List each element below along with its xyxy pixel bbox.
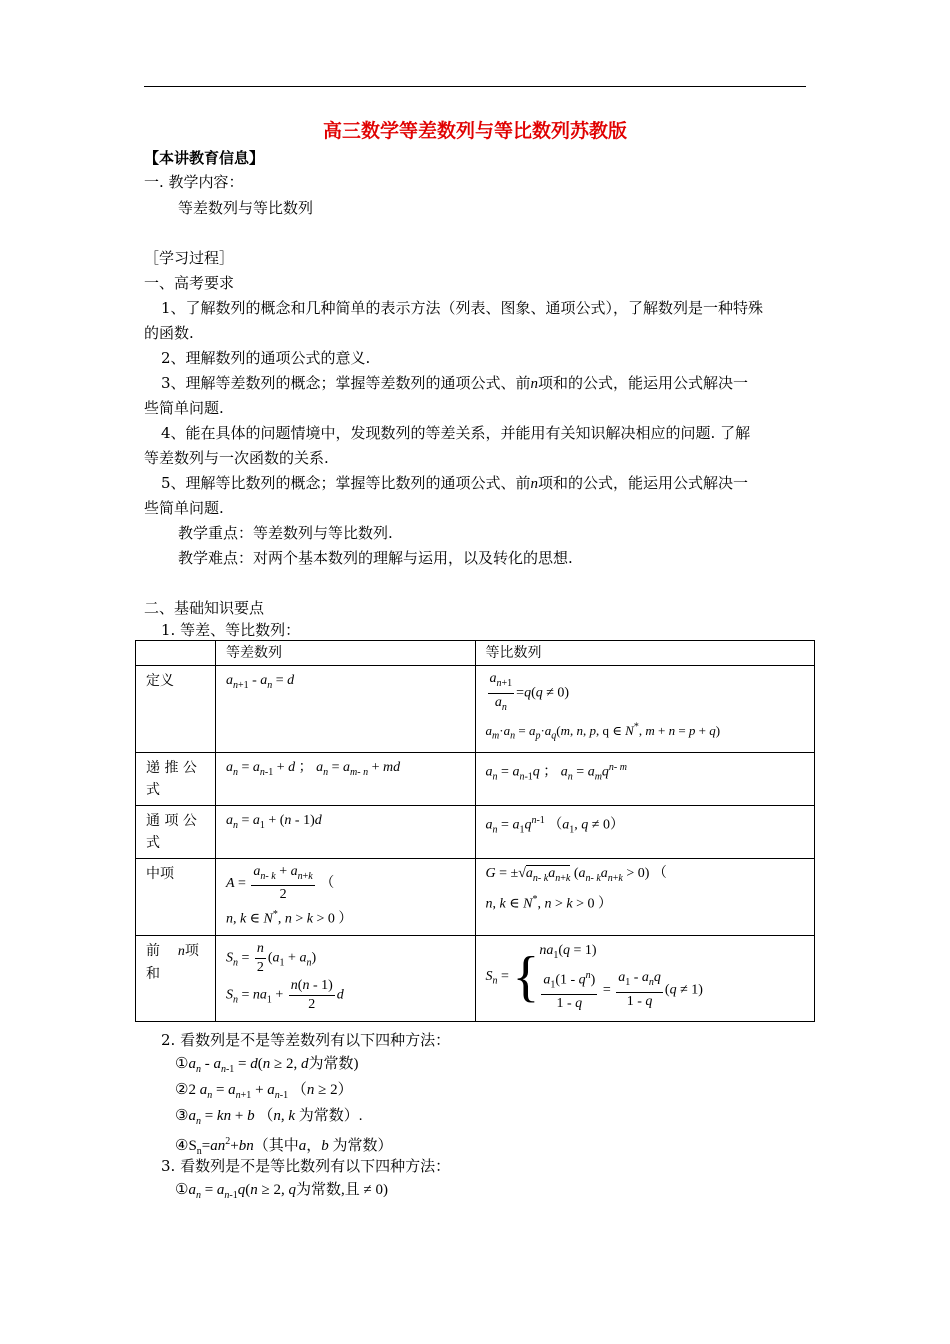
table-row-definition [136,666,815,753]
row-label-general-term: 通 项 公式 [136,805,216,858]
method-3-item-1: $①a_n = a_{n-1}q(n \ge 2$, q为常数,且 ≠ 0) [175,1182,388,1201]
teaching-difficulty: 教学难点：对两个基本数列的理解与运用，以及转化的思想. [178,549,573,567]
arith-general-formula: $a_n = a_1 + (n - 1)d$ [215,805,475,858]
table-row-general-term [136,805,815,858]
method-2-item-2: ②2 $a_n = a_{n+1} + a_{n-1}$ （n ≥ 2） [175,1082,353,1101]
requirement-5: 5、理解等比数列的概念；掌握等比数列的通项公式、前n项和的公式，能运用公式解决一 [161,474,749,492]
document-title: 高三数学等差数列与等比数列苏教版 [322,120,627,142]
col-header-geometric: 等比数列 [475,641,814,666]
teaching-focus: 教学重点：等差数列与等比数列. [178,524,393,542]
table-row-middle-term [136,858,815,935]
method-2-heading: 2. 看数列是不是等差数列有以下四种方法： [161,1031,451,1049]
arith-recursive-formula: $a_n = a_{n-1} + d$ ； $a_n = a_{m- n}$ + md [215,752,475,805]
geo-general-formula: $a_n = a_1q^{n-1}$ （$a_1$, q ≠ 0） [475,805,814,858]
requirement-4-cont: 等差数列与一次函数的关系. [144,449,329,467]
learning-process-heading: ［学习过程］ [144,249,235,267]
row-label-sum: 前 n项和 [136,935,216,1021]
sequence-comparison-table [135,640,815,1022]
arith-sum-formula: $S_n$ = $\frac{n}{2}$ $(a_1 + a_n)$ $S_n = na_1$ + $\frac{n(n - 1)}{2}$ d [215,935,475,1021]
arith-middle-formula: A = $\frac{a_{n- k} + a_{n+k}}{2}$ （ n, k ∈ N*, n > k > 0 ） [215,858,475,935]
requirement-3-cont: 些简单问题. [144,399,224,417]
col-header-arithmetic: 等差数列 [215,641,475,666]
table-header-row [136,641,815,666]
requirements-heading: 一、高考要求 [144,274,235,292]
geo-definition-formula: $\frac{a_{n+1}}{a_n}$ =q(q ≠ 0) $a_m\cdot a_n = a_p\cdot a_q(m$, n, p, q ∈ N*, m + n = p + q) [475,666,814,753]
basics-heading: 二、基础知识要点 [144,599,265,617]
method-3-heading: 3. 看数列是不是等比数列有以下四种方法： [161,1157,451,1175]
info-header: 【本讲教育信息】 [144,149,265,167]
section-content-heading: 一. 教学内容： [144,173,244,191]
table-row-sum [136,935,815,1021]
header-rule [144,86,806,87]
basics-item-1: 1. 等差、等比数列： [161,621,301,639]
requirement-1: 1、了解数列的概念和几种简单的表示方法（列表、图象、通项公式），了解数列是一种特殊 [161,299,764,317]
row-label-recursive: 递 推 公式 [136,752,216,805]
table-row-recursive [136,752,815,805]
requirement-1-cont: 的函数. [144,324,194,342]
row-label-middle-term: 中项 [136,858,216,935]
row-label-definition: 定义 [136,666,216,753]
method-2-item-3: $③a_n$ = kn + b （n, k 为常数）. [175,1108,363,1127]
geo-middle-formula: $G = \pm√a_{n- k}a_{n+k}$ $(a_{n- k}a_{n+k} > 0)$ （ n, k ∈ N*, n > k > 0 ） [475,858,814,935]
method-2-item-4: $④S_n=an^2+bn$（其中a，b 为常数） [175,1136,393,1157]
section-content-text: 等差数列与等比数列 [178,199,314,217]
requirement-5-cont: 些简单问题. [144,499,224,517]
requirement-2: 2、理解数列的通项公式的意义. [161,349,371,367]
geo-sum-formula: $S_n$ = { $na_1(q = 1)$ $\frac{a_1(1 - q^n)}{1 - q}$ = $\frac{a_1 - a_nq}{1 - q}$ (q ≠ 1) [475,935,814,1021]
requirement-4: 4、能在具体的问题情境中，发现数列的等差关系，并能用有关知识解决相应的问题. 了解 [161,424,751,442]
arith-definition-formula: $a_{n+1} - a_n = d$ [215,666,475,753]
geo-recursive-formula: $a_n = a_{n-1}q$ ； $a_n = a_mq^{n- m}$ [475,752,814,805]
method-2-item-1: $①a_n - a_{n-1} = d(n \ge 2$, d为常数) [175,1056,359,1075]
requirement-3: 3、理解等差数列的概念；掌握等差数列的通项公式、前n项和的公式，能运用公式解决一 [161,374,749,392]
